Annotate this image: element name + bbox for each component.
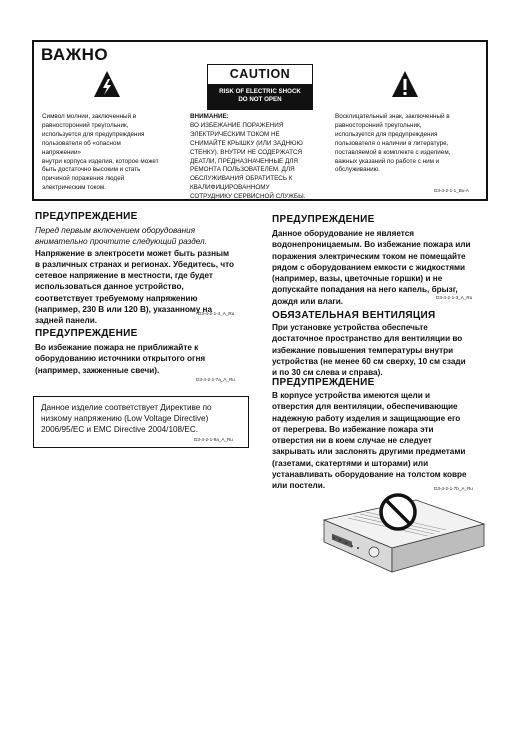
doc-code: D3-4-2-1-4_A_Ru (198, 311, 235, 316)
warning-water-text: Данное оборудование не является водонепроницаемым. Во избежание пожара или поражения электрическим током не помещайте рядом с оборудованием емкости с жидкостями (например, вазы, цветочные горшки) и не допускайте попадания на него капель, брызг, дождя или влаги. (272, 229, 471, 306)
doc-code: D3-4-2-1-3_A_Ru (436, 295, 473, 300)
caution-band (208, 84, 312, 109)
exclamation-triangle-icon (391, 70, 419, 98)
exclamation-explanation: Восклицательный знак, заключенный в равносторонний треугольник, используется для предупреждения пользователя о наличии в литературе, поставляемой в комплекте с изделием, важных указаний по работе с ним и обслуживанию. (335, 113, 451, 174)
warning-heading: ПРЕДУПРЕЖДЕНИЕ (35, 328, 138, 339)
doc-code: D3-4-2-1-7b_A_Ru (434, 486, 473, 491)
warning-heading: ПРЕДУПРЕЖДЕНИЕ (272, 377, 375, 388)
warning-voltage-text: Перед первым включением оборудования внимательно прочтите следующий раздел. Напряжение в электросети может быть разным в различных странах и регионах. Убедитесь, что сетевое напряжение в местности, где будет использоваться данное устройство, соответствует требуемому напряжению (например, 230 В или 120 В), указанному на задней панели. (35, 226, 235, 326)
attention-title: ВНИМАНИЕ: (190, 113, 229, 120)
caution-word: CAUTION (229, 67, 291, 81)
doc-code: D3-4-2-1-9a_A_Ru (194, 437, 233, 442)
caution-line2: DO NOT OPEN (238, 96, 282, 103)
ventilation-text: При установке устройства обеспечьте достаточное пространство для вентиляции во избежание повышения температуры внутри устройства (не менее 60 см сверху, 10 см сзади и по 30 см слева и справа). (272, 323, 466, 378)
lightning-explanation: Символ молнии, заключенный в равносторонний треугольник, используется для предупреждения пользователя об «опасном напряжении» внутри корпуса изделия, которое может быть достаточно высоким и стать причиной поражения людей электрическим током. (42, 113, 159, 192)
receiver-illustration (318, 480, 488, 580)
important-heading: ВАЖНО (41, 45, 109, 64)
ventilation-heading: ОБЯЗАТЕЛЬНАЯ ВЕНТИЛЯЦИЯ (272, 310, 436, 321)
warning-fire-text: Во избежание пожара не приближайте к оборудованию источники открытого огня (например, зажженные свечи). (35, 343, 206, 375)
lightning-triangle-icon (93, 70, 121, 98)
caution-line1: RISK OF ELECTRIC SHOCK (219, 88, 301, 95)
doc-code: D3-4-2-1-1_Bu-A (434, 188, 469, 193)
caution-label (207, 64, 313, 110)
warning-vents-text: В корпусе устройства имеются щели и отверстия для вентиляции, обеспечивающие надежную работу изделия и защищающие его от перегрева. Во избежание пожара эти отверстия ни в коем случае не следует закрывать или заслонять другими предметами (газетами, скатертями и шторами) или устанавливать оборудование на толстом ковре или постели. (272, 391, 467, 491)
ec-compliance-box: Данное изделие соответствует Директиве по низкому напряжению (Low Voltage Directive) 2006/95/EC и EMC Directive 2004/108/EC. (33, 396, 249, 448)
attention-text: ВНИМАНИЕ: ВО ИЗБЕЖАНИЕ ПОРАЖЕНИЯ ЭЛЕКТРИЧЕСКИМ ТОКОМ НЕ СНИМАЙТЕ КРЫШКУ (ИЛИ ЗАДНЮЮ СТЕНКУ). ВНУТРИ НЕ СОДЕРЖАТСЯ ДЕАТЛИ, ПРЕДНАЗНАЧЕННЫЕ ДЛЯ РЕМОНТА ПОЛЬЗОВАТЕЛЕМ. ДЛЯ ОБСЛУЖИВАНИЯ ОБРАТИТЕСЬ К КВАЛИФИЦИРОВАННОМУ СОТРУДНИКУ СЕРВИСНОЙ СЛУЖБЫ. (190, 113, 322, 202)
doc-code: D3-4-2-1-7a_A_Ru (196, 377, 235, 382)
warning-heading: ПРЕДУПРЕЖДЕНИЕ (35, 211, 138, 222)
warning-heading: ПРЕДУПРЕЖДЕНИЕ (272, 214, 375, 225)
